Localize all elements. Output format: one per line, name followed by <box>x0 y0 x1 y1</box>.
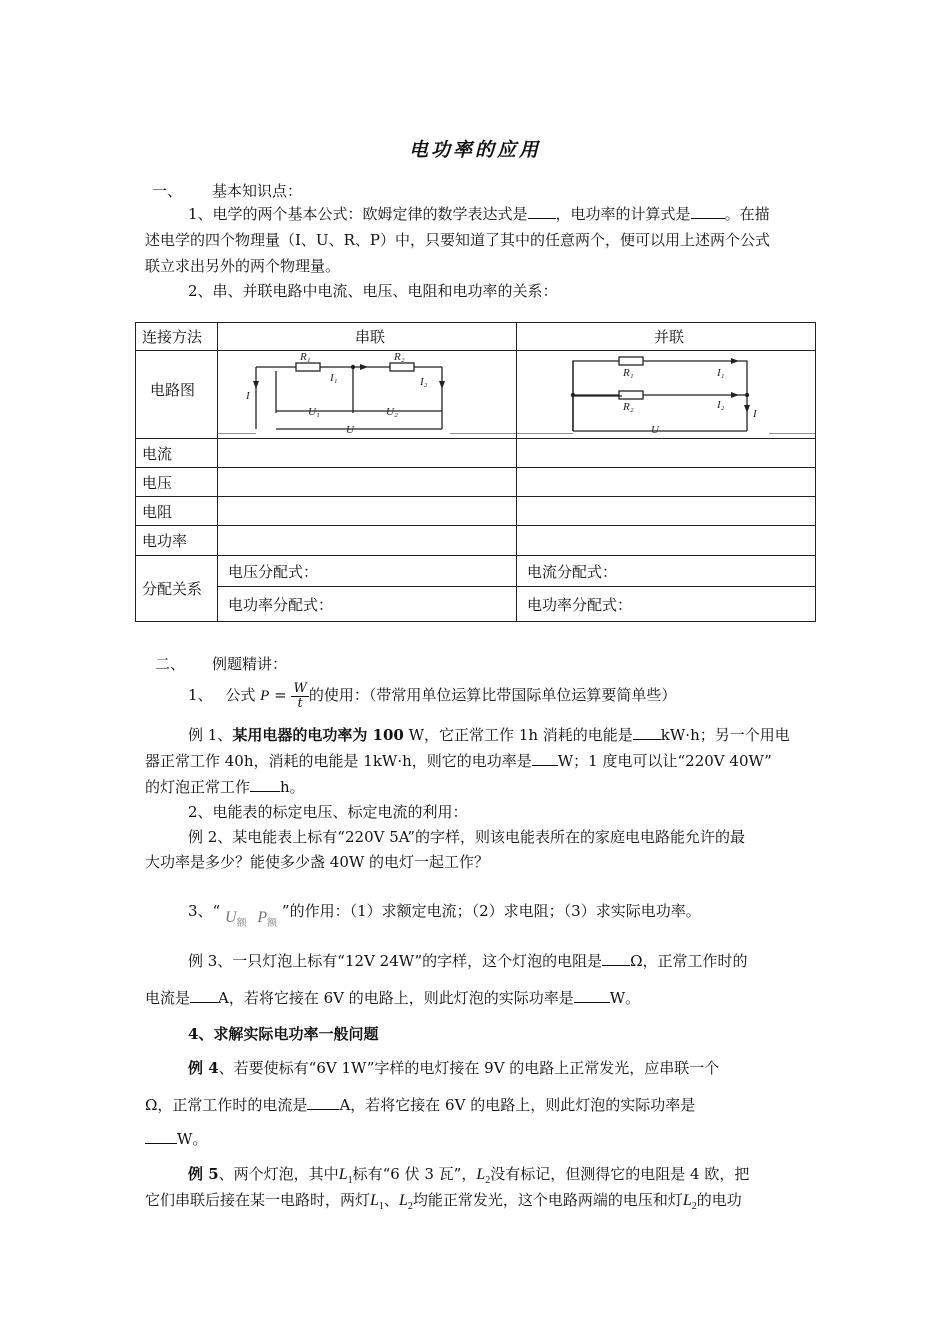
text: A，若将它接在 6V 的电路上，则此灯泡的实际功率是 <box>339 1096 696 1114</box>
series-voltage-cell <box>218 468 517 497</box>
symbol-l2 <box>682 1192 697 1213</box>
text: 例 5 <box>188 1165 219 1183</box>
example4-line3 <box>145 1128 207 1149</box>
label-u1: U₁ <box>308 406 320 418</box>
blank <box>574 988 610 1003</box>
text: W；1 度电可以让“220V 40W” <box>557 752 772 770</box>
circuit-relations-table <box>135 322 816 622</box>
series-circuit-diagram <box>218 351 516 434</box>
series-voltage-distribution: 电压分配式： <box>218 556 517 587</box>
text: ”的作用：（1）求额定电流；（2）求电阻；（3）求实际电功率。 <box>281 902 701 920</box>
item1-post: 的使用：（带常用单位运算比带国际单位运算要简单些） <box>308 686 677 704</box>
text: W，它正常工作 1h 消耗的电能是 <box>403 726 633 744</box>
text: L <box>682 1192 692 1209</box>
text: 额 <box>267 918 278 930</box>
blank <box>633 725 661 740</box>
parallel-circuit-diagram <box>517 351 815 434</box>
text: 1、电学的两个基本公式：欧姆定律的数学表达式是 <box>188 205 528 223</box>
text: 1 <box>378 1201 384 1213</box>
text: 器正常工作 40h，消耗的电能是 1kW·h，则它的电功率是 <box>145 752 532 770</box>
item1-pre: 公式 <box>225 686 256 704</box>
header-connection: 连接方法 <box>136 323 218 351</box>
text: W。 <box>609 989 641 1007</box>
section1-paragraph2: 2、串、并联电路中电流、电压、电阻和电功率的关系： <box>188 282 558 300</box>
text: 它们串联后接在某一电路时，两灯 <box>145 1191 371 1209</box>
text: Ω，正常工作时的 <box>630 952 748 970</box>
example2-line1: 例 2、某电能表上标有“220V 5A”的字样，则该电能表所在的家庭电电路能允许的最 <box>188 828 746 846</box>
section1-paragraph1-line3: 联立求出另外的两个物理量。 <box>145 257 341 275</box>
label-r2: R₂ <box>623 401 634 413</box>
text: 没有标记，但测得它的电阻是 4 欧，把 <box>490 1165 750 1183</box>
item1-formula-line <box>188 680 676 711</box>
text: 2 <box>691 1201 697 1213</box>
text: 2 <box>485 1175 491 1187</box>
example3-line1 <box>188 950 748 971</box>
series-current-cell <box>218 439 517 468</box>
text: Ω，正常工作时的电流是 <box>145 1096 308 1114</box>
label-i1: I₁ <box>717 367 725 379</box>
text: 、若要使标有“6V 1W”字样的电灯接在 9V 的电路上正常发光，应串联一个 <box>218 1059 720 1077</box>
symbol-l1 <box>338 1166 353 1187</box>
formula-p: P <box>260 688 270 704</box>
example4-line1 <box>188 1057 719 1078</box>
row-label-distribution: 分配关系 <box>136 556 218 622</box>
row-label-circuit: 电路图 <box>136 351 218 439</box>
text: 3、“ <box>188 902 221 920</box>
text: h。 <box>280 778 305 796</box>
blank <box>602 951 630 966</box>
example1-line1 <box>188 724 790 745</box>
row-label-power: 电功率 <box>136 526 218 556</box>
label-u: U <box>346 424 354 434</box>
example5-line1 <box>188 1163 749 1186</box>
row-label-voltage: 电压 <box>136 468 218 497</box>
example5-line2 <box>145 1189 742 1212</box>
text: P <box>257 909 268 926</box>
example4-line2 <box>145 1094 695 1115</box>
parallel-power-distribution: 电功率分配式： <box>517 587 816 622</box>
series-power-cell <box>218 526 517 556</box>
text: 的电功 <box>696 1191 742 1209</box>
text: 电流是 <box>145 989 191 1007</box>
label-i2: I₂ <box>717 399 725 411</box>
text: L <box>370 1192 379 1209</box>
label-u: U <box>651 424 659 434</box>
blank <box>190 988 218 1003</box>
label-u2: U₂ <box>386 406 398 418</box>
symbol-l2 <box>476 1166 491 1187</box>
header-series: 串联 <box>218 323 517 351</box>
blank <box>532 751 558 766</box>
blank <box>250 777 280 792</box>
parallel-current-distribution: 电流分配式： <box>517 556 816 587</box>
label-i: I <box>246 390 250 402</box>
blank <box>307 1095 339 1110</box>
text: 1 <box>347 1175 353 1187</box>
row-label-resistance: 电阻 <box>136 497 218 526</box>
formula-w: W <box>293 680 307 696</box>
series-resistance-cell <box>218 497 517 526</box>
example1-line3 <box>145 776 305 797</box>
parallel-power-cell <box>517 526 816 556</box>
blank <box>145 1129 177 1144</box>
symbol-l1 <box>370 1192 384 1213</box>
formula-fraction <box>291 682 308 711</box>
text: 例 3、一只灯泡上标有“12V 24W”的字样，这个灯泡的电阻是 <box>188 952 603 970</box>
page-title: 电功率的应用 <box>408 139 541 161</box>
text: ，电功率的计算式是 <box>555 205 691 223</box>
label-i: I <box>753 408 757 420</box>
blank-ohms-law <box>528 204 556 219</box>
text: L <box>338 1166 348 1183</box>
section2-number: 二、 <box>155 655 186 673</box>
text: 均能正常发光，这个电路两端的电压和灯 <box>412 1191 683 1209</box>
text: 。在描 <box>724 205 770 223</box>
item4: 4、求解实际电功率一般问题 <box>188 1025 379 1043</box>
label-i2: I₂ <box>420 376 428 388</box>
example2-line2: 大功率是多少？能使多少盏 40W 的电灯一起工作？ <box>145 853 490 871</box>
section1-number: 一、 <box>152 182 183 200</box>
text: 、 <box>383 1191 399 1209</box>
parallel-voltage-cell <box>517 468 816 497</box>
text: kW·h；另一个用电 <box>660 726 790 744</box>
text: 例 1、 <box>188 726 233 744</box>
text: 、两个灯泡，其中 <box>218 1165 339 1183</box>
blank-power-formula <box>691 204 725 219</box>
symbol-l2 <box>398 1192 413 1213</box>
text: 2 <box>407 1201 413 1213</box>
text: 额 <box>236 918 247 930</box>
series-circuit-cell <box>218 351 517 439</box>
section1-paragraph1 <box>188 203 770 224</box>
parallel-circuit-cell <box>517 351 816 439</box>
item2: 2、电能表的标定电压、标定电流的利用： <box>188 803 468 821</box>
section2-heading: 例题精讲： <box>212 655 288 673</box>
example3-line2 <box>145 987 640 1008</box>
text: A，若将它接在 6V 的电路上，则此灯泡的实际功率是 <box>218 989 574 1007</box>
text: 标有“6 伏 3 瓦”， <box>352 1165 477 1183</box>
text: L <box>398 1192 408 1209</box>
label-r1: R₁ <box>623 367 634 379</box>
example1-line2 <box>145 750 772 771</box>
formula-equals: = <box>274 686 287 704</box>
text: U <box>225 909 237 926</box>
text: 例 4 <box>188 1059 219 1077</box>
text: 某用电器的电功率为 100 <box>232 726 404 744</box>
item3-line <box>188 898 701 931</box>
section1-paragraph1-line2: 述电学的四个物理量（I、U、R、P）中，只要知道了其中的任意两个，便可以用上述两个公式 <box>145 231 770 249</box>
text: W。 <box>177 1130 208 1148</box>
label-r1: R₁ <box>300 351 311 363</box>
header-parallel: 并联 <box>517 323 816 351</box>
formula-t: t <box>297 695 303 711</box>
text: 的灯泡正常工作 <box>145 778 251 796</box>
item1-number: 1、 <box>188 686 213 704</box>
parallel-resistance-cell <box>517 497 816 526</box>
row-label-current: 电流 <box>136 439 218 468</box>
series-power-distribution: 电功率分配式： <box>218 587 517 622</box>
rated-voltage-symbol <box>225 909 247 930</box>
section1-heading: 基本知识点： <box>212 182 303 200</box>
parallel-current-cell <box>517 439 816 468</box>
text: L <box>476 1166 486 1183</box>
label-i1: I₁ <box>330 372 338 384</box>
rated-power-symbol <box>257 909 278 930</box>
label-r2: R₂ <box>394 351 405 363</box>
